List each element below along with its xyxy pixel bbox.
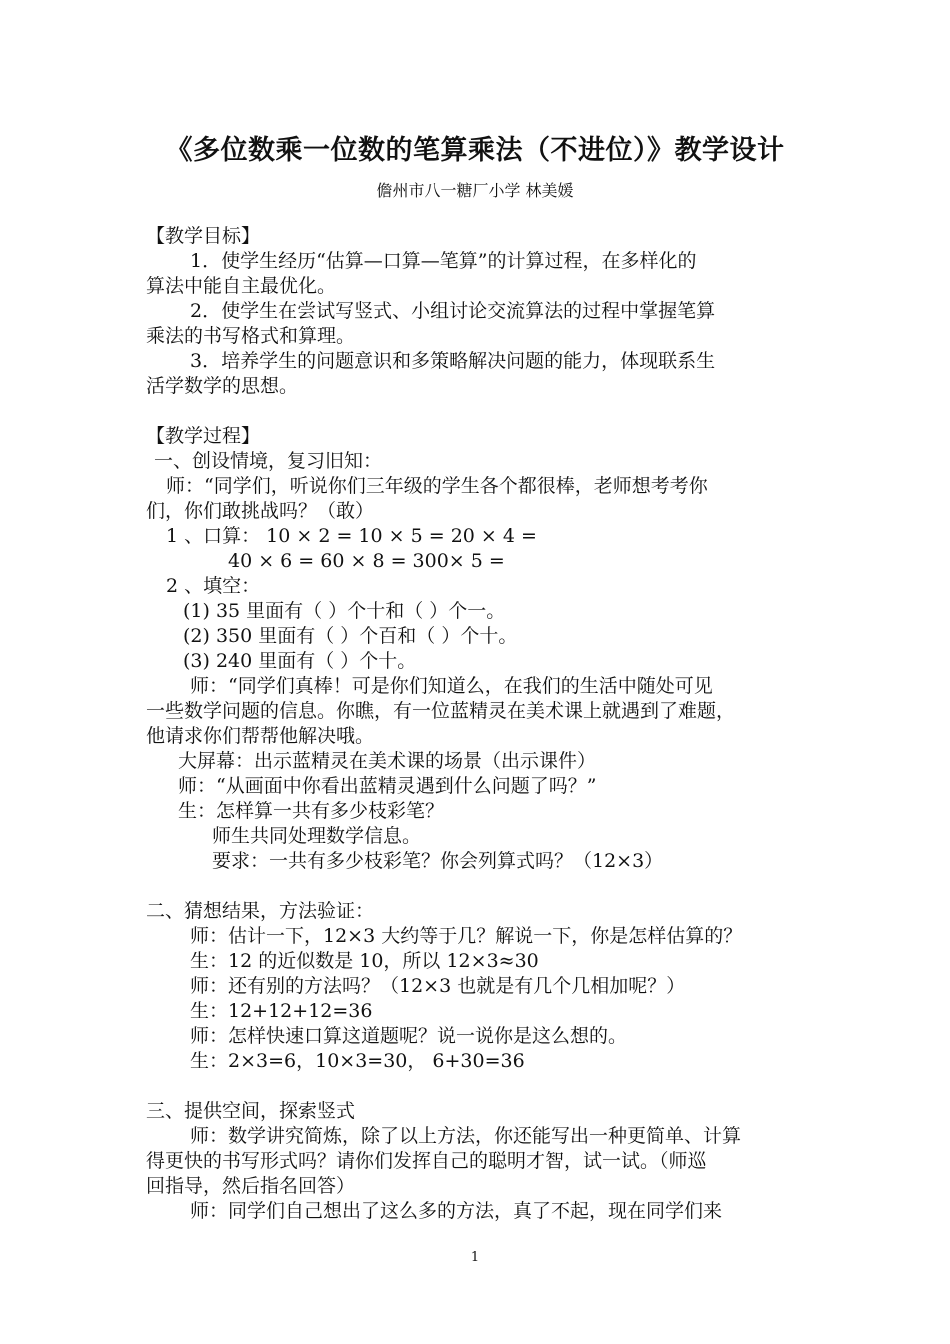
- document-title: 《多位数乘一位数的笔算乘法（不进位）》教学设计: [165, 135, 785, 166]
- body-line: 活学数学的思想。: [146, 375, 299, 397]
- body-line: 算法中能自主最优化。: [146, 275, 337, 297]
- body-line: 3．培养学生的问题意识和多策略解决问题的能力，体现联系生: [190, 350, 716, 372]
- body-line: 师：同学们自己想出了这么多的方法，真了不起，现在同学们来: [190, 1200, 723, 1222]
- body-line: 生：12+12+12=36: [190, 1000, 373, 1022]
- page-number: 1: [470, 1250, 480, 1265]
- section-heading: 二、猜想结果，方法验证：: [146, 900, 375, 922]
- heading-teaching-process: 【教学过程】: [146, 425, 261, 447]
- body-line: 大屏幕：出示蓝精灵在美术课的场景（出示课件）: [178, 750, 597, 772]
- body-line: 1．使学生经历“估算—口算—笔算”的计算过程，在多样化的: [190, 250, 697, 272]
- body-line: 师：还有别的方法吗？（12×3 也就是有几个几相加呢？）: [190, 975, 686, 997]
- body-line: (1) 35 里面有（ ）个十和（ ）个一。: [183, 600, 506, 622]
- heading-teaching-goals: 【教学目标】: [146, 225, 261, 247]
- body-line: (3) 240 里面有（ ）个十。: [183, 650, 417, 672]
- body-line: 要求：一共有多少枝彩笔？你会列算式吗？（12×3）: [212, 850, 664, 872]
- body-line: 得更快的书写形式吗？请你们发挥自己的聪明才智，试一试。（师巡: [146, 1150, 707, 1172]
- body-line: 师：“从画面中你看出蓝精灵遇到什么问题了吗？”: [178, 775, 597, 797]
- body-line: 1 、口算： 10 × 2 = 10 × 5 = 20 × 4 =: [166, 525, 537, 547]
- body-line: 一些数学问题的信息。你瞧，有一位蓝精灵在美术课上就遇到了难题，: [146, 700, 736, 722]
- body-line: 师：“同学们，听说你们三年级的学生各个都很棒，老师想考考你: [166, 475, 708, 497]
- body-line: 回指导，然后指名回答）: [146, 1175, 356, 1197]
- body-line: 乘法的书写格式和算理。: [146, 325, 356, 347]
- body-line: 师：数学讲究简炼，除了以上方法，你还能写出一种更简单、计算: [190, 1125, 742, 1147]
- body-line: 们，你们敢挑战吗？（敢）: [146, 500, 375, 522]
- body-line: 2 、填空：: [166, 575, 261, 597]
- body-line: 生：怎样算一共有多少枝彩笔？: [178, 800, 445, 822]
- section-heading: 三、提供空间，探索竖式: [146, 1100, 356, 1122]
- author-line: 儋州市八一糖厂小学 林美媛: [376, 181, 574, 200]
- body-line: 师：估计一下，12×3 大约等于几？解说一下，你是怎样估算的？: [190, 925, 743, 947]
- body-line: 2．使学生在尝试写竖式、小组讨论交流算法的过程中掌握笔算: [190, 300, 716, 322]
- body-line: 师：“同学们真棒！可是你们知道么，在我们的生活中随处可见: [190, 675, 713, 697]
- body-line: 师生共同处理数学信息。: [212, 825, 422, 847]
- body-line: 生：12 的近似数是 10，所以 12×3≈30: [190, 950, 539, 972]
- body-line: 师：怎样快速口算这道题呢？说一说你是这么想的。: [190, 1025, 628, 1047]
- body-line: 他请求你们帮帮他解决哦。: [146, 725, 375, 747]
- body-line: (2) 350 里面有（ ）个百和（ ）个十。: [183, 625, 518, 647]
- body-line: 生：2×3=6，10×3=30， 6+30=36: [190, 1050, 525, 1072]
- section-heading: 一、创设情境，复习旧知：: [154, 450, 383, 472]
- body-line: 40 × 6 = 60 × 8 = 300× 5 =: [228, 550, 505, 572]
